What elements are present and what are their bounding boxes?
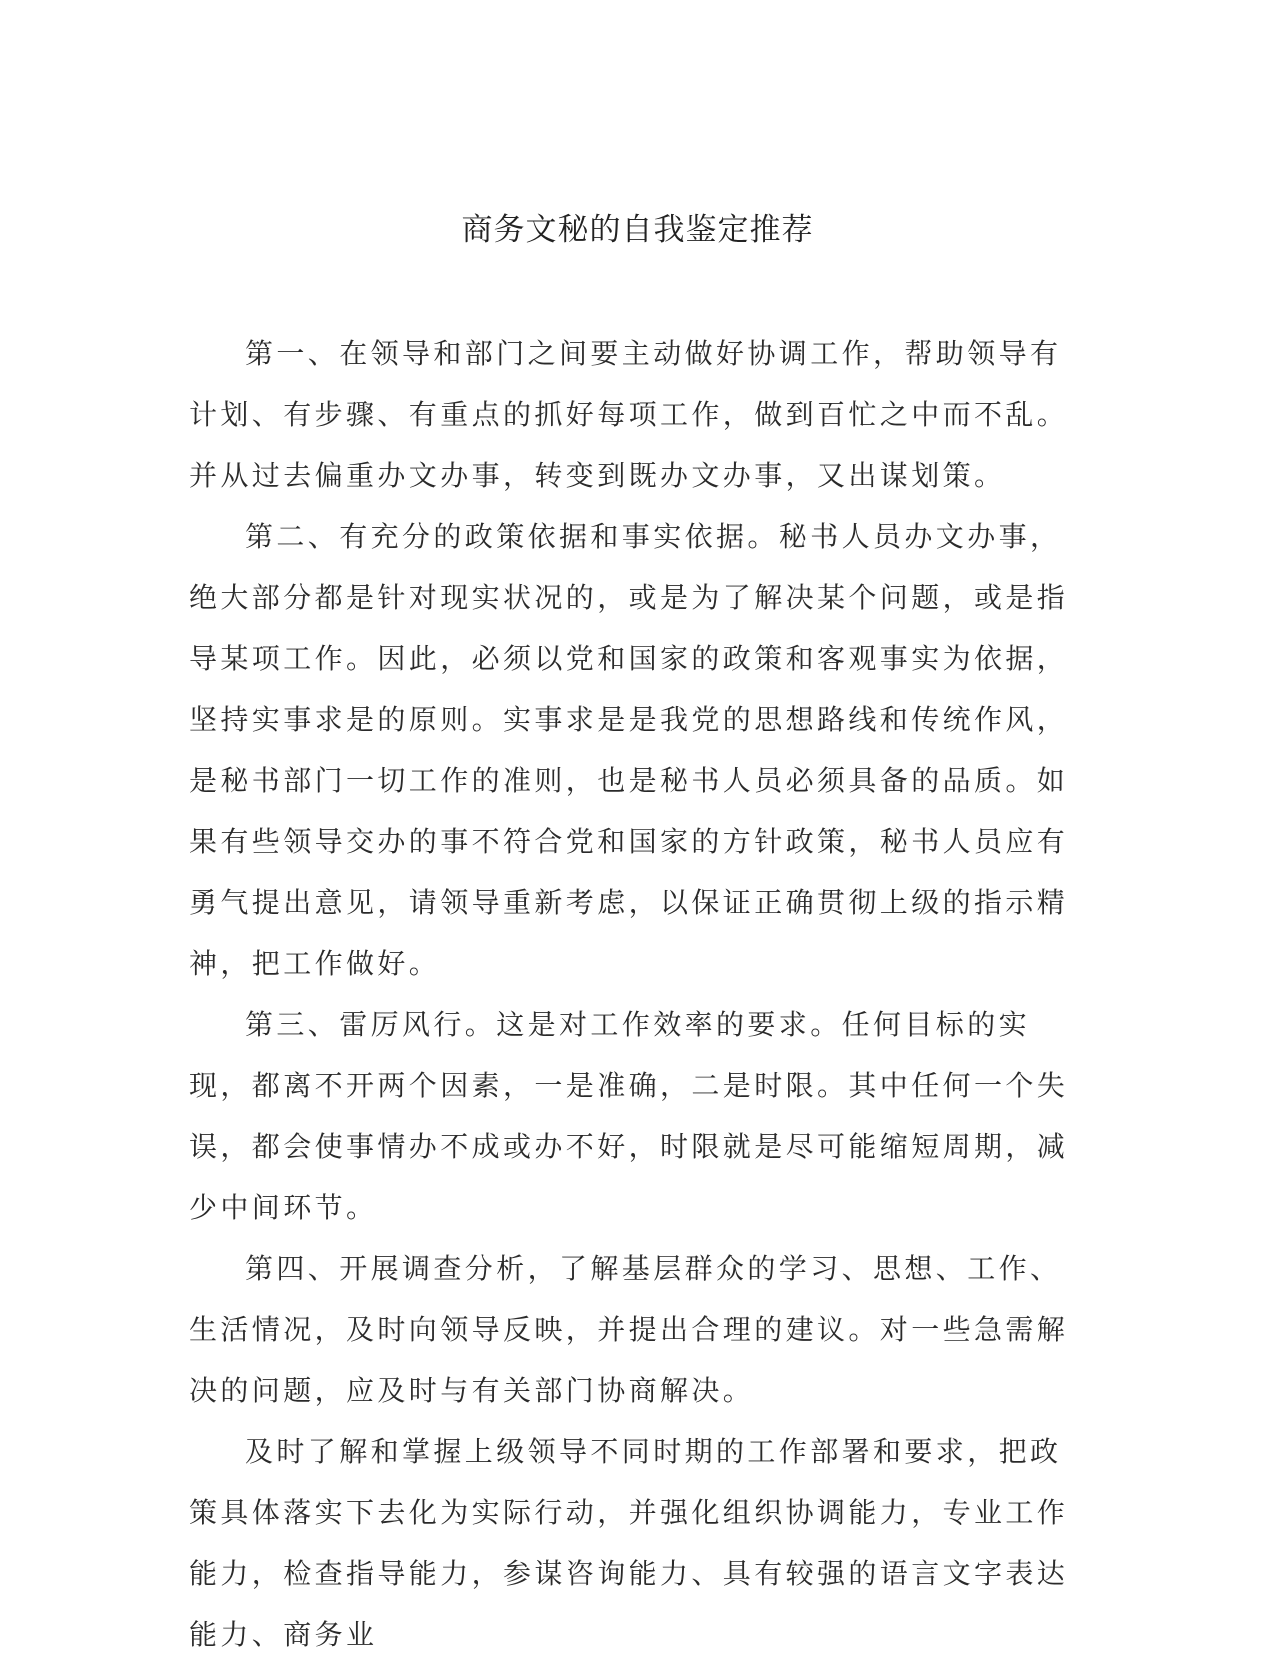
paragraph-4: 第四、开展调查分析，了解基层群众的学习、思想、工作、生活情况，及时向领导反映，并提出合理的建议。对一些急需解决的问题，应及时与有关部门协商解决。 (189, 1252, 1069, 1407)
document-body (189, 323, 1079, 1665)
paragraph-2: 第二、有充分的政策依据和事实依据。秘书人员办文办事，绝大部分都是针对现实状况的，或是为了解决某个问题，或是指导某项工作。因此，必须以党和国家的政策和客观事实为依据，坚持实事求是的原则。实事求是是我党的思想路线和传统作风，是秘书部门一切工作的准则，也是秘书人员必须具备的品质。如果有些领导交办的事不符合党和国家的方针政策，秘书人员应有勇气提出意见，请领导重新考虑，以保证正确贯彻上级的指示精神，把工作做好。 (189, 520, 1069, 980)
paragraph-3: 第三、雷厉风行。这是对工作效率的要求。任何目标的实现，都离不开两个因素，一是准确，二是时限。其中任何一个失误，都会使事情办不成或办不好，时限就是尽可能缩短周期，减少中间环节。 (189, 1008, 1069, 1224)
paragraph-1: 第一、在领导和部门之间要主动做好协调工作，帮助领导有计划、有步骤、有重点的抓好每项工作，做到百忙之中而不乱。并从过去偏重办文办事，转变到既办文办事，又出谋划策。 (189, 337, 1069, 492)
paragraph-5: 及时了解和掌握上级领导不同时期的工作部署和要求，把政策具体落实下去化为实际行动，并强化组织协调能力，专业工作能力，检查指导能力，参谋咨询能力、具有较强的语言文字表达能力、商务业 (189, 1435, 1069, 1651)
document-title: 商务文秘的自我鉴定推荐 (461, 212, 814, 248)
